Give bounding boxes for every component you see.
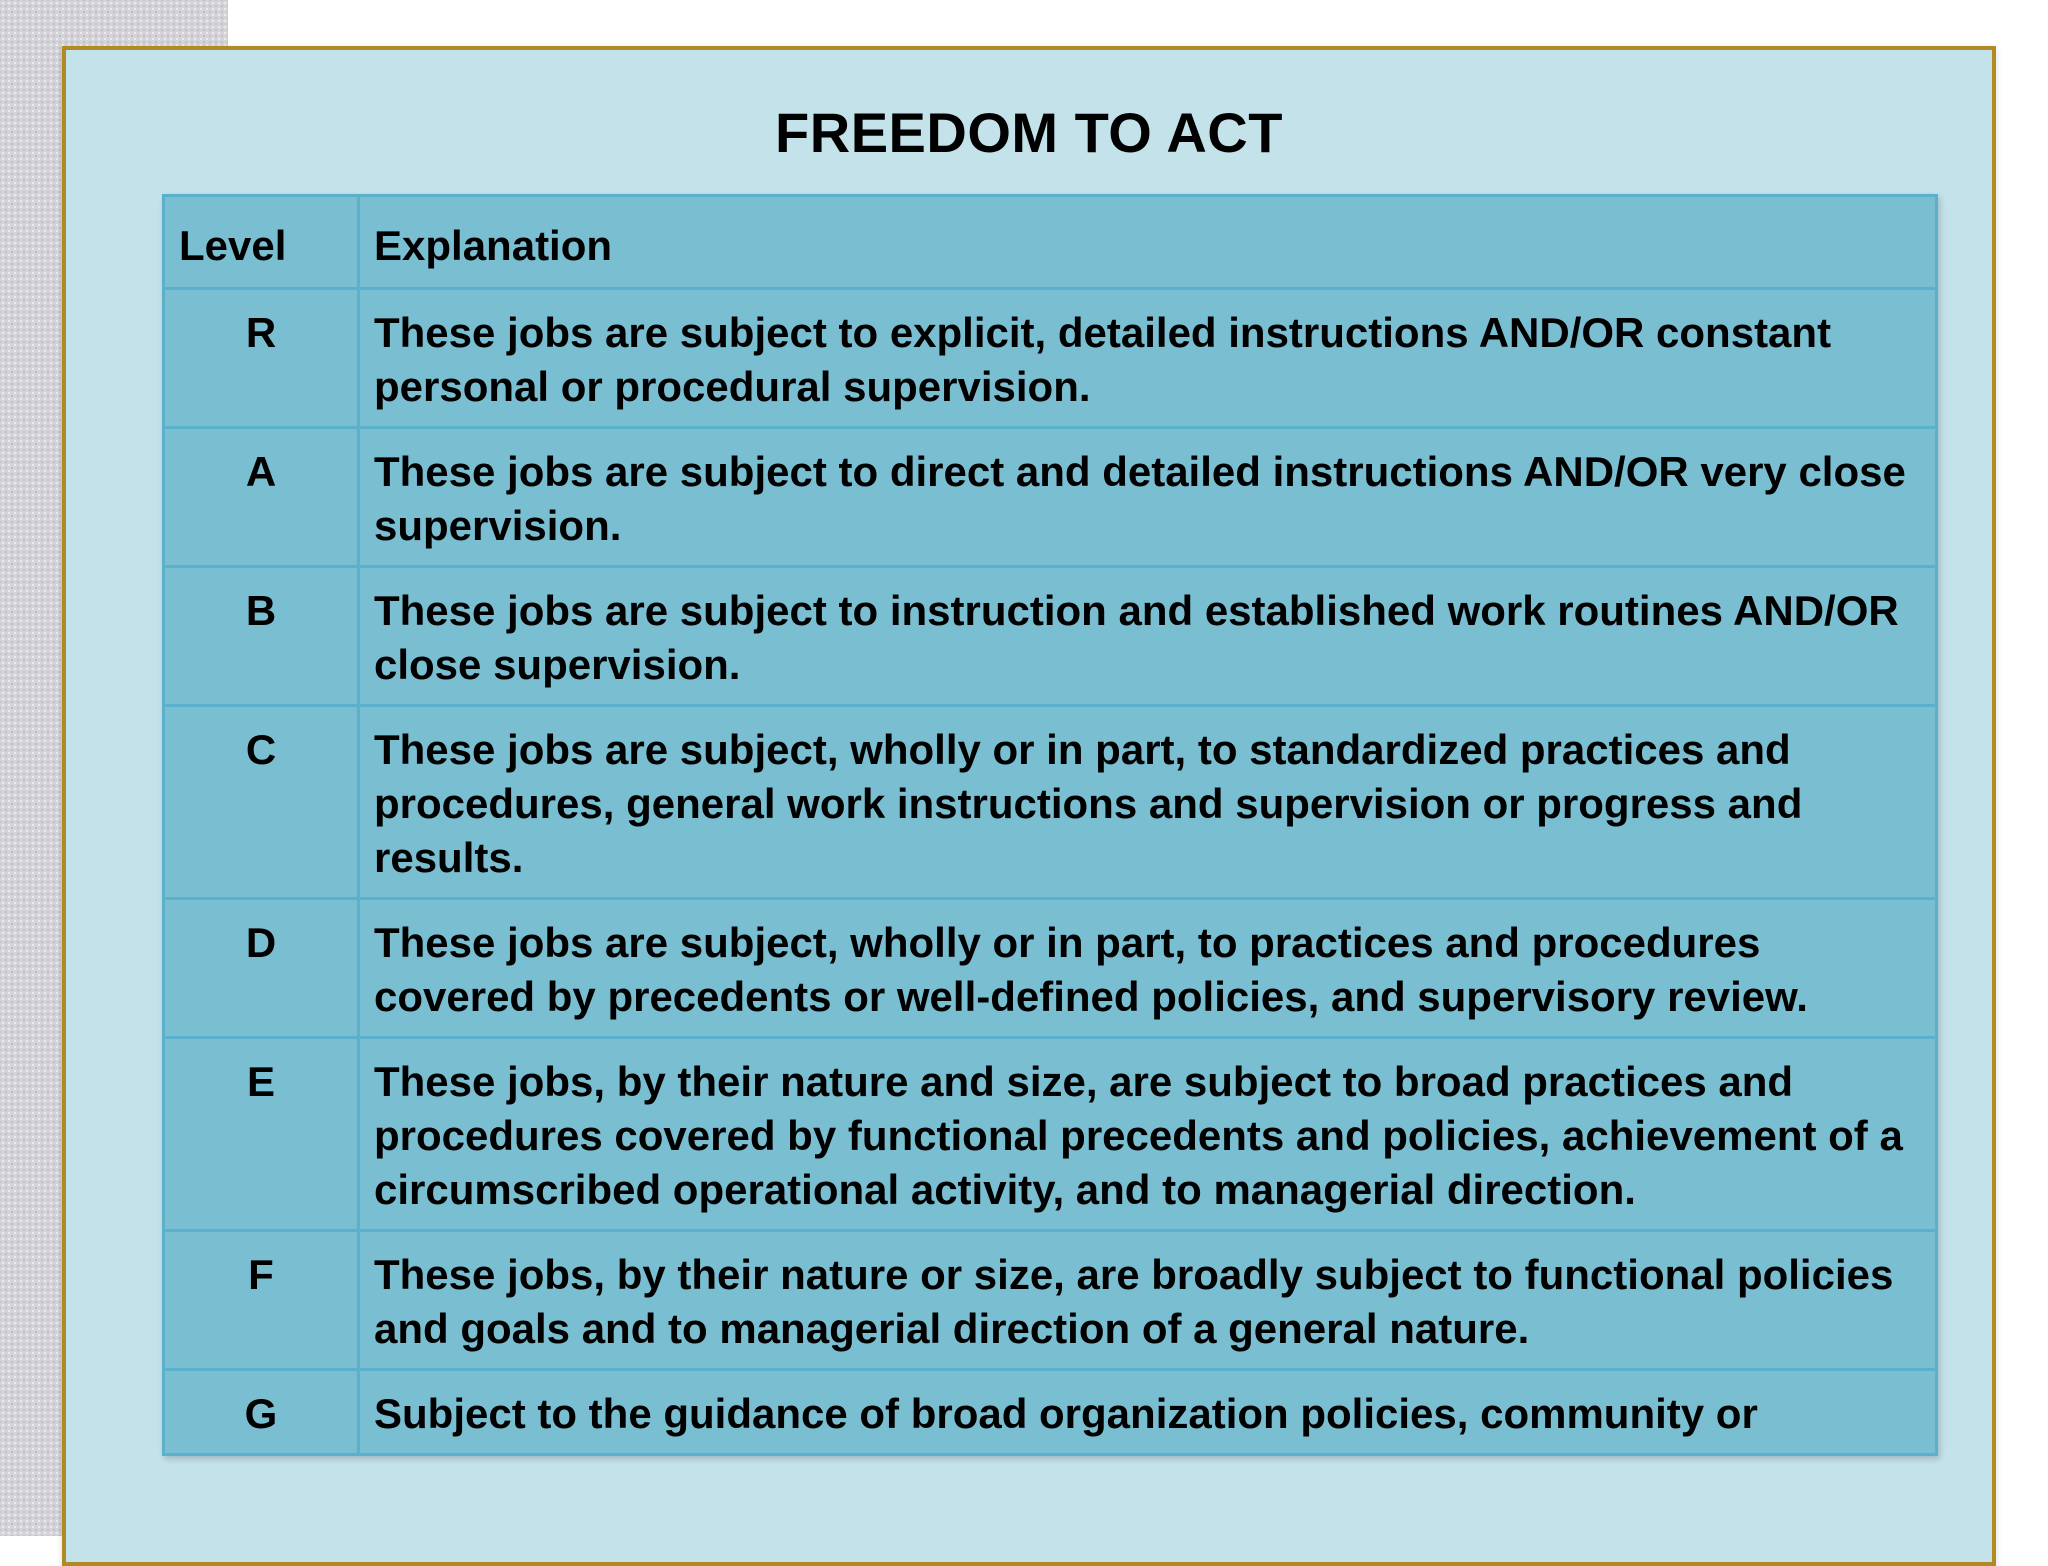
explanation-cell: These jobs are subject, wholly or in part, to practices and procedures covered by precedents or well-defined policies, and supervisory review. [359,899,1937,1038]
level-cell: G [164,1370,359,1455]
header-level: Level [164,196,359,289]
level-cell: D [164,899,359,1038]
table-row [164,428,1937,567]
freedom-to-act-table [162,194,1938,1456]
slide [62,46,1996,1566]
level-cell: R [164,289,359,428]
explanation-cell: Subject to the guidance of broad organization policies, community or [359,1370,1937,1455]
table-row [164,567,1937,706]
level-cell: E [164,1038,359,1231]
table-row [164,899,1937,1038]
level-cell: A [164,428,359,567]
level-cell: B [164,567,359,706]
explanation-cell: These jobs are subject to instruction and established work routines AND/OR close supervision. [359,567,1937,706]
table-row [164,1370,1937,1455]
header-explanation: Explanation [359,196,1937,289]
table-row [164,289,1937,428]
table-row [164,1038,1937,1231]
explanation-cell: These jobs, by their nature and size, are subject to broad practices and procedures covered by functional precedents and policies, achievement of a circumscribed operational activity, and to managerial direction. [359,1038,1937,1231]
table-row [164,1231,1937,1370]
explanation-cell: These jobs are subject to direct and detailed instructions AND/OR very close supervision. [359,428,1937,567]
table-header-row [164,196,1937,289]
slide-title: FREEDOM TO ACT [775,101,1283,164]
explanation-cell: These jobs, by their nature or size, are broadly subject to functional policies and goals and to managerial direction of a general nature. [359,1231,1937,1370]
level-cell: C [164,706,359,899]
table-row [164,706,1937,899]
explanation-cell: These jobs are subject, wholly or in part, to standardized practices and procedures, general work instructions and supervision or progress and results. [359,706,1937,899]
explanation-cell: These jobs are subject to explicit, detailed instructions AND/OR constant personal or procedural supervision. [359,289,1937,428]
level-cell: F [164,1231,359,1370]
